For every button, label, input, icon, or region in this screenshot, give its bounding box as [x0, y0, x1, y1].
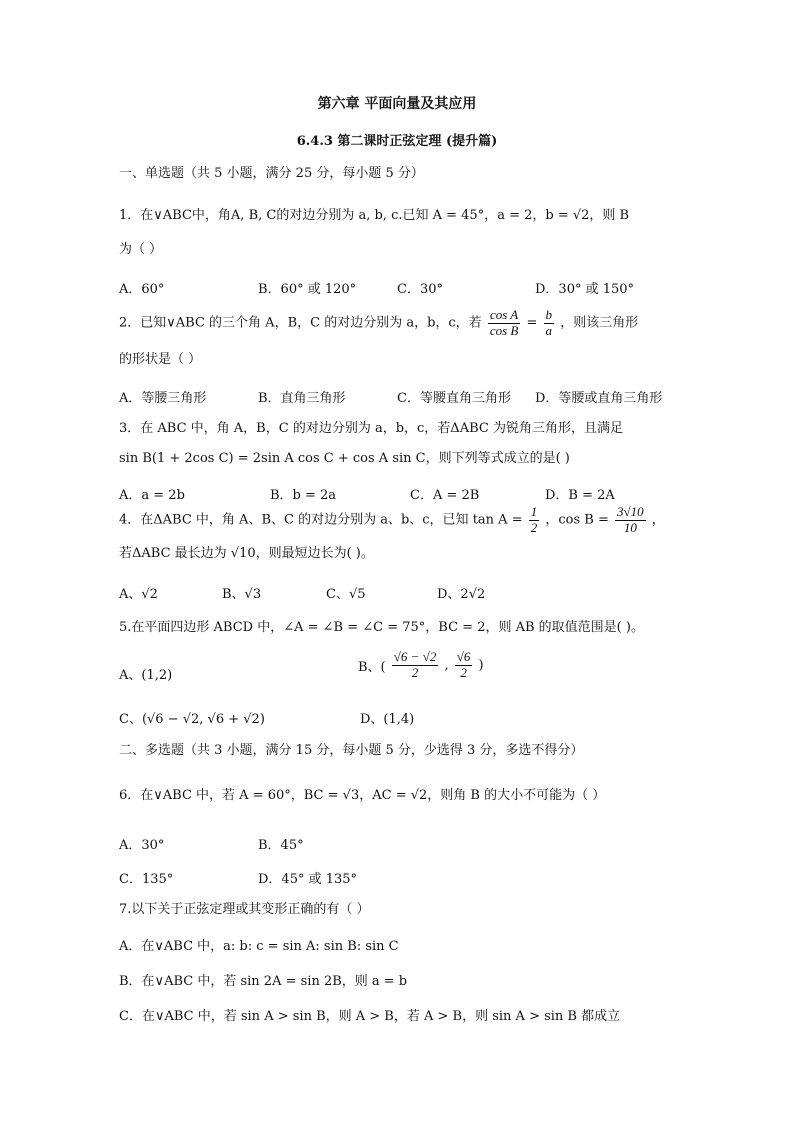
q6-stem: 6．在∨ABC 中，若 A = 60°，BC = √3，AC = √2，则角 B 的大小不可能为（ ）: [119, 788, 606, 803]
q1-option-b: B．60° 或 120°: [258, 282, 357, 297]
q5-optb-f1-den: 2: [392, 665, 439, 681]
q4-option-d: D、2√2: [437, 587, 486, 602]
q2-stem-text: 2．已知∨ABC 的三个角 A，B，C 的对边分别为 a，b，c，若: [119, 315, 482, 331]
q3-stem-line2: sin B(1 + 2cos C) = 2sin A cos C + cos A sin C，则下列等式成立的是( ): [119, 451, 570, 466]
q1-option-d: D．30° 或 150°: [535, 282, 635, 297]
q5-option-b: [358, 650, 484, 681]
q2-frac2-den: a: [545, 322, 553, 338]
q5-optb-fraction2: [455, 650, 473, 681]
q5-option-a: A、(1,2): [119, 668, 173, 683]
chapter-title: 第六章 平面向量及其应用: [317, 96, 477, 112]
q2-option-a: A．等腰三角形: [119, 391, 207, 406]
q7-stem: 7.以下关于正弦定理或其变形正确的有（ ）: [119, 902, 370, 917]
q3-stem-line1: 3．在 ABC 中，角 A，B，C 的对边分别为 a，b，c，若ΔABC 为锐角三角形，且满足: [119, 421, 623, 436]
q2-frac2-num: b: [545, 307, 553, 322]
q4-option-a: A、√2: [119, 587, 158, 602]
q5-optb-comma: ,: [444, 657, 449, 673]
q4-option-c: C、√5: [326, 587, 366, 602]
q2-fraction-ba: [544, 308, 555, 339]
lesson-title: 6.4.3 第二课时正弦定理 (提升篇): [296, 134, 498, 149]
q2-option-c: C．等腰直角三角形: [397, 391, 511, 406]
q4-cos-num: 3√10: [617, 504, 644, 519]
q1-stem-line1: 1．在∨ABC中，角A, B, C的对边分别为 a, b, c.已知 A = 45°，a = 2，b = √2，则 B: [119, 208, 630, 223]
q5-optb-open: B、(: [358, 659, 386, 675]
q4-option-b: B、√3: [222, 587, 262, 602]
q6-option-a: A．30°: [119, 838, 165, 853]
q2-fraction-cos: [488, 308, 521, 339]
q4-tan-num: 1: [530, 504, 538, 519]
q7-option-c: C．在∨ABC 中，若 sin A > sin B，则 A > B，若 A > B，则 sin A > sin B 都成立: [119, 1009, 621, 1024]
q4-stem-line2: 若ΔABC 最长边为 √10，则最短边长为( )。: [119, 546, 374, 561]
q5-optb-f2-num: √6: [456, 649, 471, 664]
q2-option-b: B．直角三角形: [258, 391, 346, 406]
q4-fraction-tan: [529, 505, 540, 536]
q5-option-d: D、(1,4): [360, 712, 415, 727]
q1-stem-line2: 为（ ）: [119, 242, 163, 257]
q5-option-c: C、(√6 − √2, √6 + √2): [119, 712, 265, 727]
q4-stem-tail: ，: [651, 512, 665, 528]
q5-optb-fraction1: [392, 650, 439, 681]
q2-frac1-den: cos B: [489, 322, 519, 338]
q6-option-d: D．45° 或 135°: [258, 872, 358, 887]
q4-tan-den: 2: [530, 519, 538, 535]
q4-stem-mid: ，cos B =: [545, 512, 609, 528]
q6-option-b: B．45°: [258, 838, 304, 853]
q3-option-b: B．b = 2a: [270, 488, 337, 503]
q4-cos-den: 10: [615, 520, 646, 536]
q5-optb-close: ): [478, 657, 484, 673]
q2-stem-tail: ，则该三角形: [560, 315, 639, 331]
q2-frac1-num: cos A: [489, 307, 519, 322]
q2-equals: =: [526, 315, 538, 331]
q4-fraction-cos: [615, 505, 646, 536]
q3-option-d: D．B = 2A: [545, 488, 615, 503]
q6-option-c: C．135°: [119, 872, 174, 887]
q5-optb-f1-num: √6 − √2: [393, 649, 437, 664]
q3-option-a: A．a = 2b: [119, 488, 185, 503]
q4-stem-line1: [119, 505, 665, 536]
q5-stem: 5.在平面四边形 ABCD 中，∠A = ∠B = ∠C = 75°，BC = 2，则 AB 的取值范围是( )。: [119, 620, 644, 635]
q7-option-a: A．在∨ABC 中，a: b: c = sin A: sin B: sin C: [119, 939, 399, 954]
q3-option-c: C．A = 2B: [410, 488, 480, 503]
q1-option-c: C．30°: [397, 282, 443, 297]
q2-option-d: D．等腰或直角三角形: [535, 391, 663, 406]
q2-stem-line1: [119, 308, 638, 339]
q5-optb-f2-den: 2: [455, 665, 473, 681]
q2-stem-line2: 的形状是（ ）: [119, 352, 202, 367]
q1-option-a: A．60°: [119, 282, 165, 297]
q7-option-b: B．在∨ABC 中，若 sin 2A = sin 2B，则 a = b: [119, 974, 408, 989]
q4-stem-text: 4．在ΔABC 中，角 A、B、C 的对边分别为 a、b、c，已知 tan A =: [119, 512, 523, 528]
section-heading-multi: 二、多选题（共 3 小题，满分 15 分，每小题 5 分，少选得 3 分，多选不得分）: [119, 743, 584, 758]
section-heading-single: 一、单选题（共 5 小题，满分 25 分，每小题 5 分）: [119, 166, 424, 181]
